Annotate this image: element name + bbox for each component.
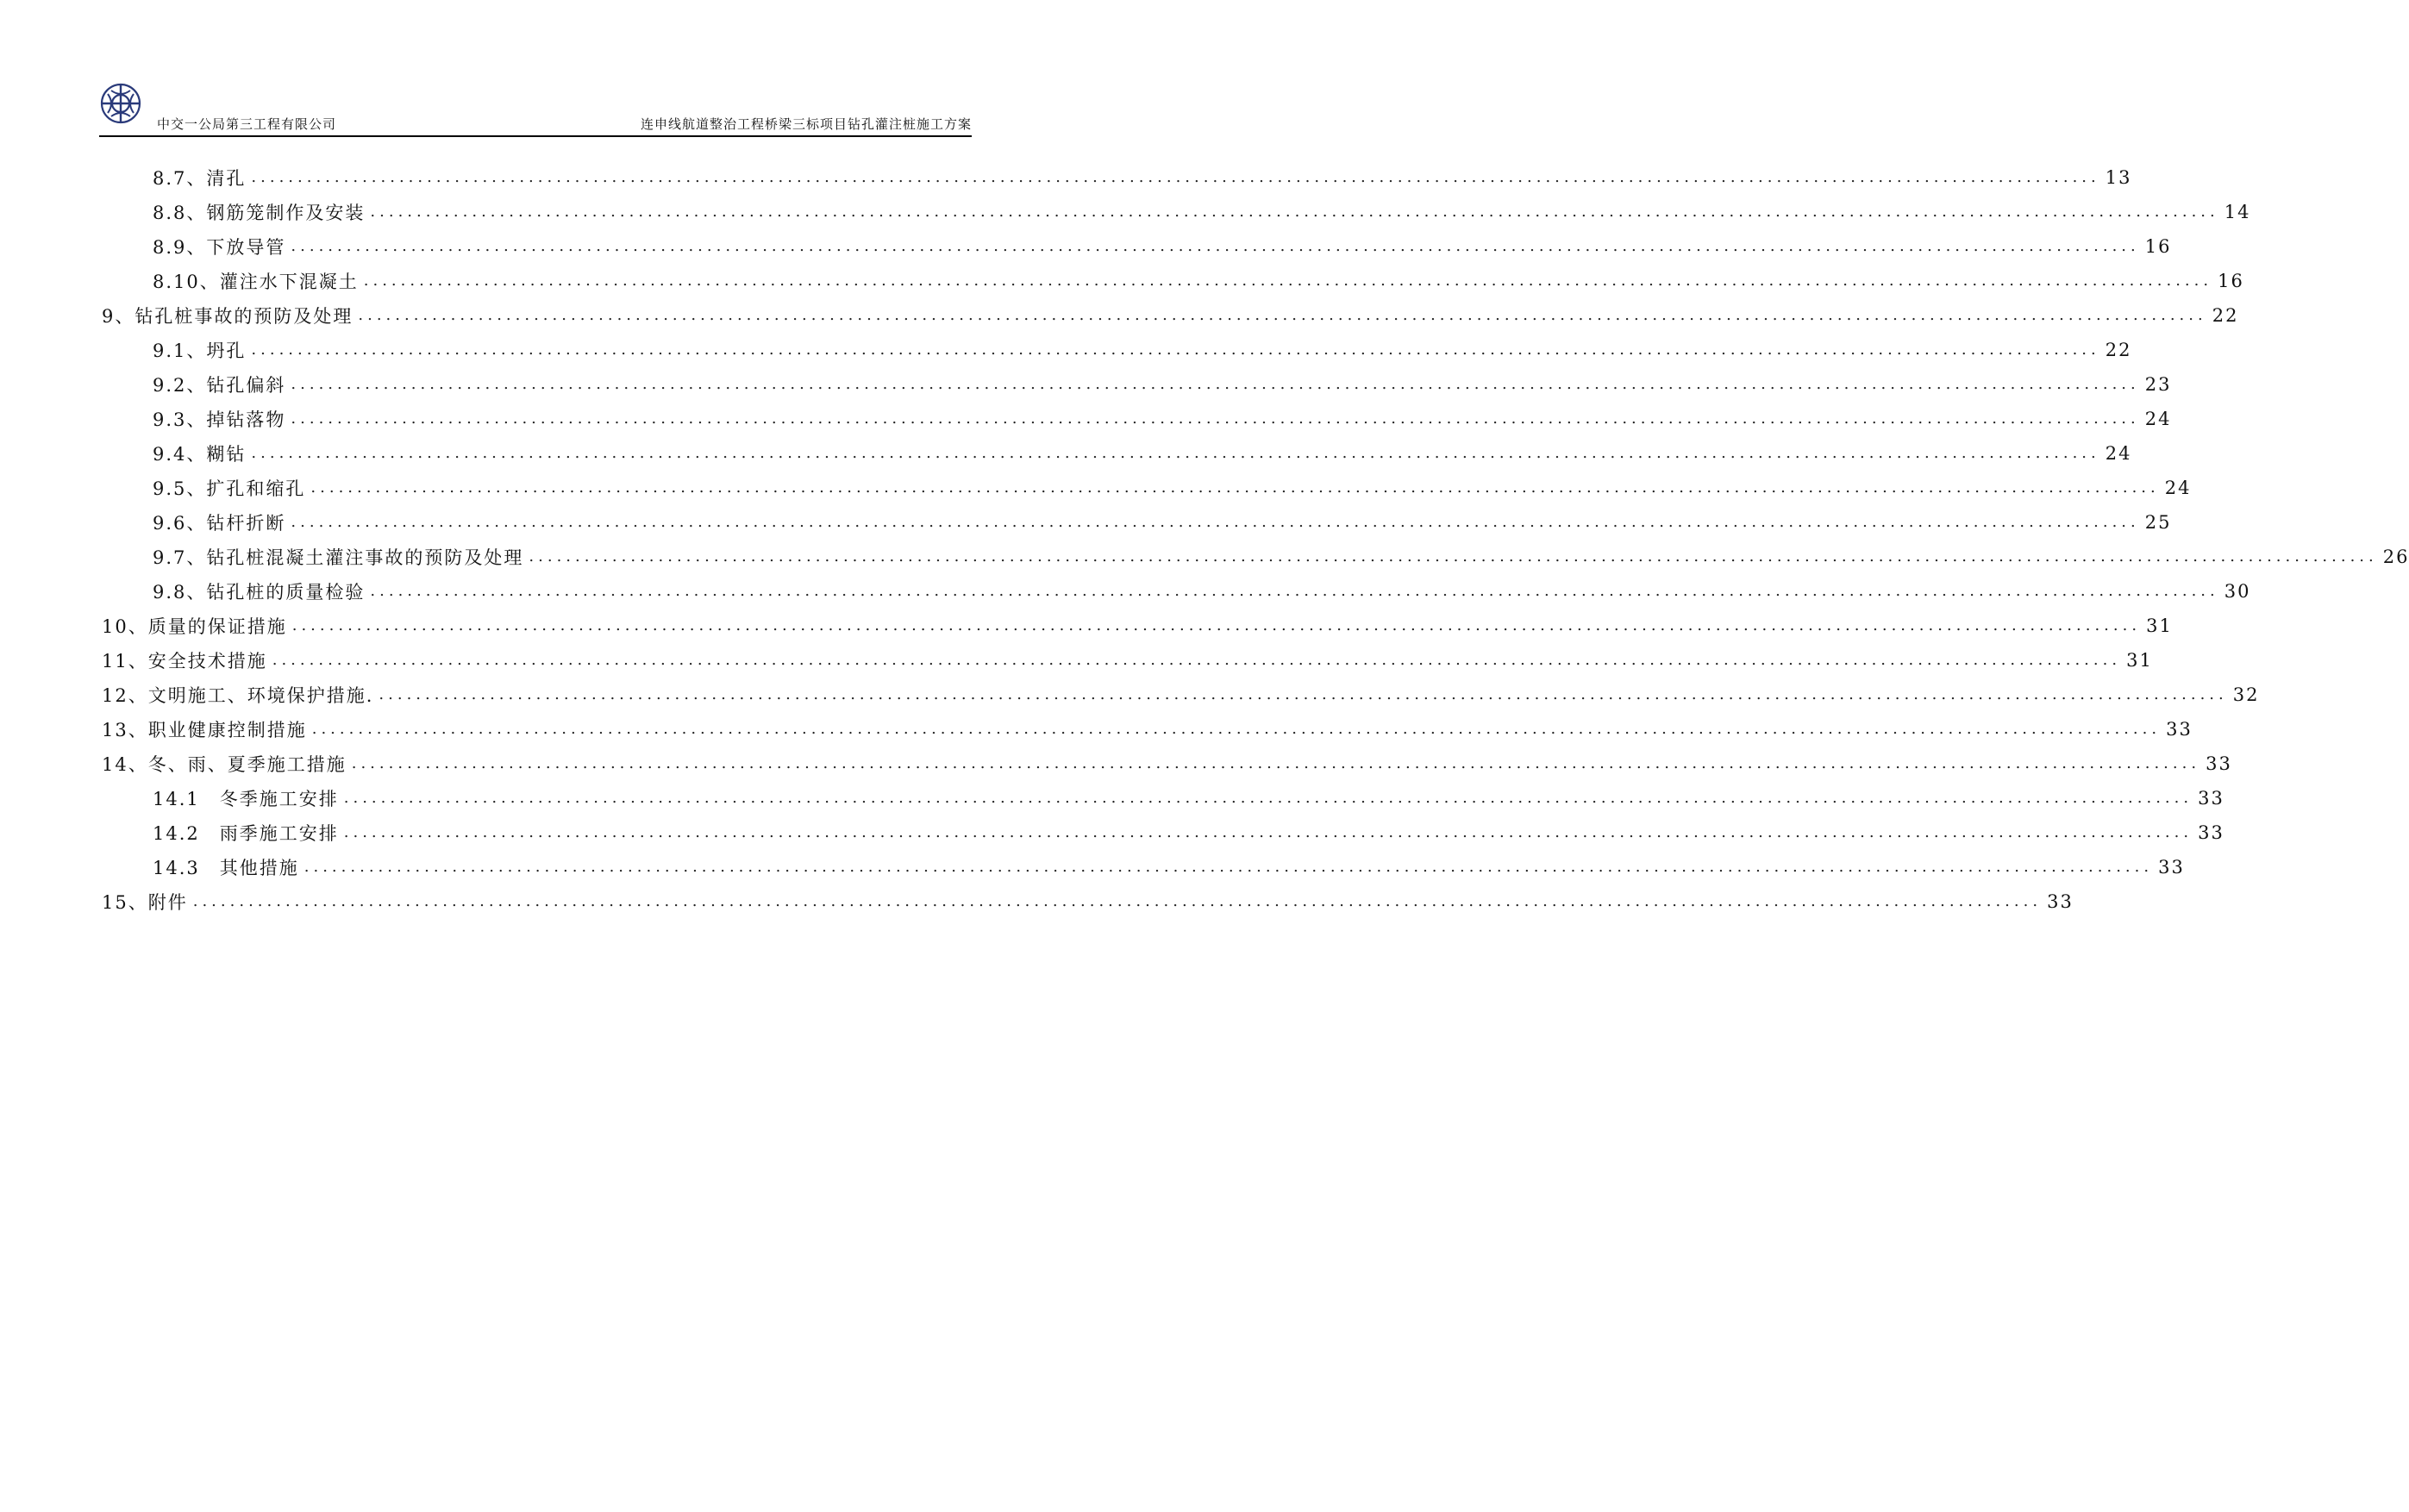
toc-entry-page: 33 [2166, 719, 2193, 740]
toc-dot-leader: ........................................................................................................................................................................................................ [272, 650, 2122, 669]
toc-entry-page: 33 [2198, 788, 2224, 809]
toc-entry[interactable] [102, 333, 2132, 367]
toc-entry-label: 14.1 冬季施工安排 [153, 789, 339, 809]
toc-dot-leader: ........................................................................................................................................................................................................ [358, 305, 2207, 324]
document-title: 连申线航道整治工程桥梁三标项目钻孔灌注桩施工方案 [640, 116, 972, 132]
toc-entry-label: 9.1、坍孔 [153, 341, 247, 361]
toc-dot-leader: ........................................................................................................................................................................................................ [291, 236, 2140, 255]
toc-entry-label: 9.8、钻孔桩的质量检验 [153, 582, 366, 603]
toc-entry-label: 9.3、掉钻落物 [153, 409, 286, 430]
toc-entry[interactable] [102, 540, 2409, 574]
header-divider [99, 135, 972, 137]
toc-entry-page: 16 [2218, 271, 2244, 291]
toc-entry-label: 12、文明施工、环境保护措施. [102, 685, 374, 706]
toc-entry[interactable] [102, 298, 2239, 333]
toc-entry-label: 9.4、糊钻 [153, 444, 247, 465]
toc-entry-page: 16 [2144, 236, 2172, 257]
toc-dot-leader: ........................................................................................................................................................................................................ [251, 167, 2100, 186]
table-of-contents [102, 160, 2409, 919]
toc-entry[interactable] [102, 471, 2192, 505]
toc-dot-leader: ........................................................................................................................................................................................................ [351, 753, 2201, 772]
toc-entry-page: 31 [2146, 615, 2173, 636]
toc-entry[interactable] [102, 609, 2173, 643]
toc-entry-page: 24 [2105, 443, 2132, 464]
toc-entry-page: 23 [2144, 374, 2172, 395]
toc-entry[interactable] [102, 643, 2153, 678]
toc-entry-page: 14 [2224, 202, 2251, 222]
toc-entry-label: 8.8、钢筋笼制作及安装 [153, 203, 366, 223]
toc-entry[interactable] [102, 264, 2244, 298]
toc-entry[interactable] [102, 747, 2232, 781]
toc-entry-label: 14、冬、雨、夏季施工措施 [102, 754, 347, 775]
toc-entry-label: 14.3 其他措施 [153, 858, 299, 878]
toc-entry-page: 25 [2144, 512, 2172, 533]
toc-dot-leader: ........................................................................................................................................................................................................ [291, 615, 2142, 634]
toc-dot-leader: ........................................................................................................................................................................................................ [311, 719, 2162, 738]
toc-entry-label: 9.7、钻孔桩混凝土灌注事故的预防及处理 [153, 547, 524, 568]
page-header [99, 82, 972, 139]
toc-entry-page: 22 [2105, 340, 2132, 360]
toc-dot-leader: ........................................................................................................................................................................................................ [310, 478, 2160, 497]
toc-dot-leader: ........................................................................................................................................................................................................ [343, 788, 2193, 807]
toc-entry-label: 10、质量的保证措施 [102, 616, 287, 637]
toc-entry[interactable] [102, 574, 2251, 609]
toc-entry-page: 30 [2224, 581, 2251, 602]
toc-entry-page: 22 [2212, 305, 2239, 326]
toc-entry[interactable] [102, 402, 2172, 436]
toc-entry[interactable] [102, 781, 2224, 815]
toc-entry-label: 8.10、灌注水下混凝土 [153, 272, 359, 292]
toc-entry-page: 33 [2047, 891, 2074, 912]
toc-entry-page: 32 [2232, 684, 2260, 705]
toc-entry-page: 13 [2105, 167, 2132, 188]
toc-entry[interactable] [102, 815, 2224, 850]
toc-entry-page: 26 [2382, 547, 2409, 567]
toc-entry-page: 33 [2158, 857, 2185, 878]
toc-dot-leader: ........................................................................................................................................................................................................ [370, 581, 2219, 600]
toc-entry[interactable] [102, 850, 2185, 884]
toc-entry-label: 9.5、扩孔和缩孔 [153, 478, 306, 499]
toc-entry[interactable] [102, 160, 2132, 195]
toc-entry-page: 24 [2144, 409, 2172, 429]
toc-dot-leader: ........................................................................................................................................................................................................ [291, 374, 2140, 393]
toc-entry[interactable] [102, 712, 2193, 747]
toc-dot-leader: ........................................................................................................................................................................................................ [370, 202, 2219, 221]
toc-dot-leader: ........................................................................................................................................................................................................ [343, 822, 2193, 841]
toc-entry-page: 33 [2206, 753, 2232, 774]
toc-dot-leader: ........................................................................................................................................................................................................ [251, 340, 2100, 359]
toc-entry-label: 8.7、清孔 [153, 168, 247, 189]
toc-entry-page: 33 [2198, 822, 2224, 843]
toc-dot-leader: ........................................................................................................................................................................................................ [303, 857, 2154, 876]
toc-dot-leader: ........................................................................................................................................................................................................ [291, 512, 2140, 531]
toc-entry[interactable] [102, 436, 2132, 471]
toc-dot-leader: ........................................................................................................................................................................................................ [363, 271, 2213, 290]
toc-entry-page: 24 [2164, 478, 2192, 498]
company-name: 中交一公局第三工程有限公司 [157, 116, 337, 132]
toc-entry-label: 9.6、钻杆折断 [153, 513, 286, 534]
toc-entry[interactable] [102, 229, 2172, 264]
toc-entry[interactable] [102, 505, 2172, 540]
toc-entry-label: 14.2 雨季施工安排 [153, 823, 339, 844]
toc-entry-label: 15、附件 [102, 892, 188, 913]
toc-entry[interactable] [102, 367, 2172, 402]
toc-entry-label: 8.9、下放导管 [153, 237, 286, 258]
toc-entry-label: 11、安全技术措施 [102, 651, 267, 672]
toc-entry-label: 9、钻孔桩事故的预防及处理 [102, 306, 354, 327]
toc-dot-leader: ........................................................................................................................................................................................................ [529, 547, 2378, 565]
company-logo-icon [99, 82, 142, 125]
toc-entry-label: 13、职业健康控制措施 [102, 720, 307, 740]
toc-dot-leader: ........................................................................................................................................................................................................ [379, 684, 2228, 703]
toc-entry-page: 31 [2126, 650, 2153, 671]
toc-entry[interactable] [102, 678, 2260, 712]
toc-entry[interactable] [102, 195, 2251, 229]
toc-dot-leader: ........................................................................................................................................................................................................ [251, 443, 2100, 462]
toc-dot-leader: ........................................................................................................................................................................................................ [192, 891, 2043, 910]
toc-entry-label: 9.2、钻孔偏斜 [153, 375, 286, 396]
toc-dot-leader: ........................................................................................................................................................................................................ [291, 409, 2140, 428]
toc-entry[interactable] [102, 884, 2074, 919]
